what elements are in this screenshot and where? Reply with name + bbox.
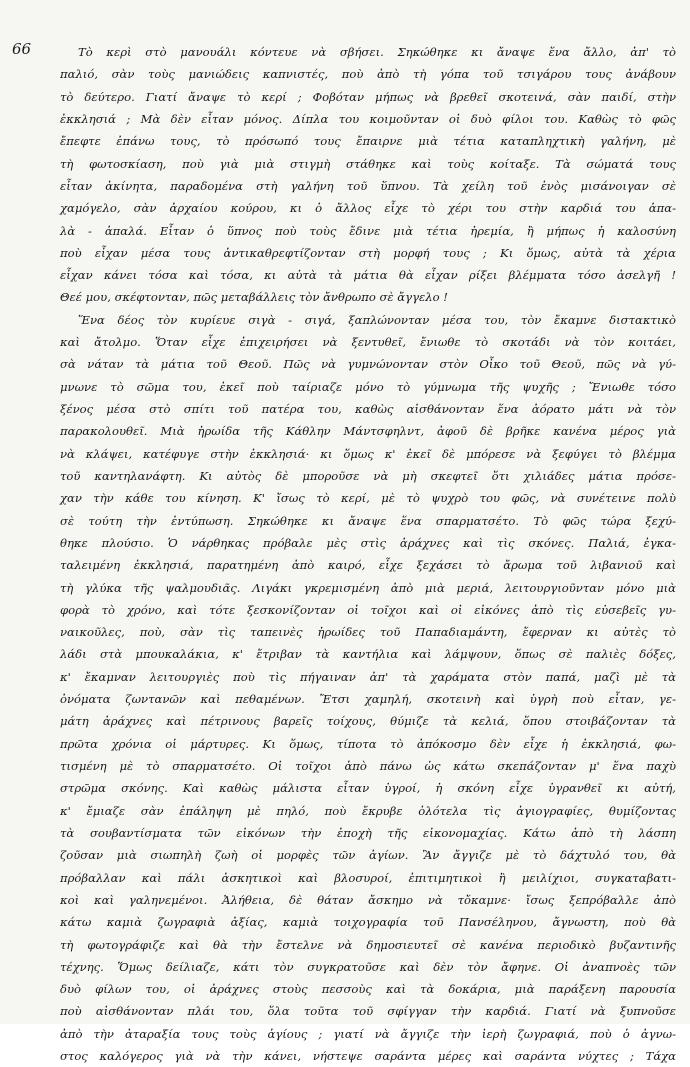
text-line: χαν τὴν κάθε του κίνηση. Κ' ἴσως τὸ κερί, μὲ τὸ ψυχρὸ του φῶς, νὰ συνέτεινε πολὺ [60, 491, 676, 506]
text-line: παρακολουθεῖ. Μιὰ ἡρωίδα τῆς Κάθλην Μάντσφηλντ, ἀφοῦ δὲ βρῆκε κανένα μέρος γιὰ [60, 424, 676, 439]
text-line: Θεέ μου, σκέφτονταν, πῶς μεταβάλλεις τὸν ἄνθρωπο σὲ ἄγγελο ! [60, 290, 448, 305]
text-line: μάτη ἀράχνες καὶ πέτρινους βαρεῖς τοίχους, θύμιζε τὰ κελιά, ὅπου στοιβάζονταν τὰ [60, 714, 676, 729]
page-number: 66 [12, 40, 32, 58]
text-line: πρόβαλλαν καὶ πάλι ἀσκητικοὶ καὶ βλοσυροί, ἐπιτιμητικοὶ ἢ μειλίχιοι, συγκαταβατι- [60, 870, 676, 885]
text-line: εἶχαν κάνει τόσα καὶ τόσα, κι αὐτὰ τὰ μάτια θὰ εἶχαν ρίξει βλέμματα τόσο ἀσελγῆ ! [60, 268, 676, 283]
text-line: καὶ ἄτολμο. Ὅταν εἶχε ἐπιχειρήσει νὰ ξεντυθεῖ, ἔνιωθε τὸ σκοτάδι νὰ τὸν κοιτάει, [60, 335, 676, 350]
text-line: λάδι στὰ μπουκαλάκια, κ' ἔτριβαν τὰ καντήλια καὶ λάμψουν, ὅπως σὲ παλιὲς δόξες, [60, 647, 676, 662]
body-text [60, 41, 676, 1067]
text-line: στρῶμα σκόνης. Καὶ καθὼς μάλιστα εἶταν ὑγροί, ἡ σκόνη εἶχε ὑγρανθεῖ κι αὐτή, [60, 781, 676, 796]
text-line: τὸ δεύτερο. Γιατί ἄναψε τὸ κερί ; Φοβόταν μήπως νὰ βρεθεῖ σκοτεινά, σὰν παιδί, στὴν [60, 89, 676, 104]
text-line: θηκε πλούσιο. Ὁ νάρθηκας πρόβαλε μὲς στὶς ἀράχνες καὶ τὶς σκόνες. Παλιά, ἐγκα- [60, 535, 676, 550]
text-line: νὰ κλάψει, κατέφυγε στὴν ἐκκλησιά· κι ὅμως κ' ἐκεῖ δὲ μπόρεσε νὰ ξεφύγει τὸ βλέμμα [60, 446, 676, 461]
text-line: δυὸ φίλων του, οἱ ἀράχνες στοὺς πεσσοὺς καὶ τὰ δοκάρια, μιὰ παράξενη παρουσία [60, 982, 676, 997]
text-line: σὰ νάταν τὰ μάτια τοῦ Θεοῦ. Πῶς νὰ γυμνώνονταν στὸν Οἶκο τοῦ Θεοῦ, πῶς νὰ γύ- [60, 357, 676, 372]
text-line: ποὺ αἰσθάνονταν πλάι του, ὅλα τοῦτα τοῦ σφίγγαν τὴν καρδιά. Γιατί νὰ ξυπνοῦσε [60, 1004, 676, 1019]
text-line: ἀπὸ τὴν ἀταραξία τους τοὺς ἁγίους ; γιατί νὰ ἄγγιζε τὴν ἱερὴ ζωγραφιά, ποὺ ὁ ἀγνω- [60, 1026, 676, 1041]
text-line: πρῶτα χρόνια οἱ μάρτυρες. Κι ὅμως, τίποτα τὸ ἀπόκοσμο δὲν εἶχε ἡ ἐκκλησιά, φω- [60, 736, 676, 751]
text-line: μνωνε τὸ σῶμα του, ἐκεῖ ποὺ ταίριαζε μόνο τὸ γύμνωμα τῆς ψυχῆς ; Ἔνιωθε τόσο [60, 379, 676, 394]
text-line: ζοῦσαν μιὰ σιωπηλὴ ζωὴ οἱ μορφὲς τῶν ἁγίων. Ἂν ἄγγιζε μὲ τὸ δάχτυλό του, θὰ [60, 848, 676, 863]
text-line: κοὶ καὶ γαληνεμένοι. Ἀλήθεια, δὲ θάταν ἄσκημο νὰ τὄκαμνε· ἴσως ξεπρόβαλλε ἀπὸ [60, 892, 676, 907]
text-line: ὀνόματα ζωντανῶν καὶ πεθαμένων. Ἔτσι χαμηλή, σκοτεινὴ καὶ ὑγρὴ ποὺ εἶταν, γε- [60, 692, 676, 707]
text-line: ἐκκλησιά ; Μὰ δὲν εἶταν μόνος. Δίπλα του κοιμοῦνταν οἱ δυὸ φίλοι του. Καθὼς τὸ φῶς [60, 111, 676, 126]
text-line: τὰ σουβαντίσματα τῶν εἰκόνων τὴν ἐποχὴ τῆς εἰκονομαχίας. Κάτω ἀπὸ τὴ λάσπη [60, 825, 676, 840]
text-line: ναικοῦλες, ποὺ, σὰν τὶς ταπεινὲς ἡρωίδες τοῦ Παπαδιαμάντη, ἔφερναν κι αὐτὲς τὸ [60, 625, 676, 640]
text-line: ξένος μέσα στὸ σπίτι τοῦ πατέρα του, καθὼς αἰσθάνονταν ἕνα ἀόρατο μάτι νὰ τὸν [60, 402, 676, 416]
text-line: χαμόγελο, σὰν ἀρχαίου κούρου, κι ὁ ἄλλος εἶχε τὸ χέρι του στὴν καρδιά του ἁπα- [60, 201, 676, 216]
text-line: ταλειμένη ἐκκλησιά, παρατημένη ἀπὸ καιρό, εἶχε ξεχάσει τὸ ἄρωμα τοῦ λιβανιοῦ καὶ [60, 558, 676, 573]
text-line: στος καλόγερος γιὰ νὰ τὴν κάνει, νήστεψε σαράντα μέρες καὶ σαράντα νύχτες ; Τάχα [60, 1049, 676, 1064]
text-line: Ἕνα δέος τὸν κυρίευε σιγὰ - σιγά, ξαπλώνονταν μέσα του, τὸν ἔκαμνε διστακτικὸ [78, 312, 676, 327]
text-line: σὲ τούτη τὴν ἐντύπωση. Σηκώθηκε κι ἄναψε ἕνα σπαρματσέτο. Τὸ φῶς τώρα ξεχύ- [60, 513, 676, 528]
text-line: ποὺ εἶχαν μέσα τους ἀντικαθρεφτίζονταν στὴ μορφή τους ; Κι ὅμως, αὐτὰ τὰ χέρια [60, 245, 676, 260]
text-line: τισμένη μὲ τὸ σπαρματσέτο. Οἱ τοῖχοι ἀπὸ πάνω ὡς κάτω σκεπάζονταν μ' ἕνα παχὺ [60, 759, 676, 773]
text-line: ἔπεφτε ἐπάνω τους, τὸ πρόσωπό τους ἔπαιρνε μιὰ τέτια καταπληχτικὴ γαλήνη, μὲ [60, 134, 676, 149]
text-line: εἶταν ἀκίνητα, παραδομένα στὴ γαλήνη τοῦ ὕπνου. Τὰ χείλη τοῦ ἑνὸς μισάνοιγαν σὲ [60, 178, 676, 193]
text-line: λὰ - ἁπαλά. Εἶταν ὁ ὕπνος ποὺ τοὺς ἔδινε μιὰ τέτια ἠρεμία, ἢ μήπως ἡ καλοσύνη [60, 223, 676, 238]
text-line: τέχνης. Ὅμως δείλιαζε, κάτι τὸν συγκρατοῦσε καὶ δὲν τὸν ἄφηνε. Οἱ ἀναπνοὲς τῶν [60, 959, 676, 974]
text-line: κ' ἔκαμναν λειτουργιὲς ποὺ τὶς πήγαιναν ἀπ' τὰ χαράματα στὸν παπά, μαζὶ μὲ τὰ [60, 669, 676, 684]
text-line: τὴ φωτογράφιζε καὶ θὰ τὴν ἔστελνε νὰ δημοσιευτεῖ σὲ κανένα περιοδικὸ βυζαντινῆς [60, 937, 676, 952]
text-line: παλιό, σὰν τοὺς μανιώδεις καπνιστές, ποὺ ἀπὸ τὴ γόπα τοῦ τσιγάρου τους ἀνάβουν [60, 67, 676, 82]
text-line: κάτω καμιὰ ζωγραφιὰ ἀξίας, καμιὰ τοιχογραφία τοῦ Πανσέληνου, ἄγνωστη, ποὺ θὰ [60, 915, 676, 930]
text-line: τὴ γλύκα τῆς ψαλμουδιᾶς. Λιγάκι γκρεμισμένη ἀπὸ μιὰ μεριά, λειτουργιοῦνταν μόνο μιὰ [60, 580, 676, 595]
text-line: φορὰ τὸ χρόνο, καὶ τότε ξεσκονίζονταν οἱ τοῖχοι καὶ οἱ εἰκόνες ἀπὸ τὶς εὐσεβεῖς γυ- [60, 602, 676, 617]
text-line: Τὸ κερὶ στὸ μανουάλι κόντευε νὰ σβήσει. Σηκώθηκε κι ἄναψε ἕνα ἄλλο, ἀπ' τὸ [78, 45, 676, 59]
text-line: κ' ἔμιαζε σὰν ἐπάληψη μὲ πηλό, ποὺ ἔκρυβε ὁλότελα τὶς ἁγιογραφίες, θυμίζοντας [60, 803, 676, 818]
text-line: τὴ φωτοσκίαση, ποὺ γιὰ μιὰ στιγμὴ στάθηκε καὶ τοὺς κοίταξε. Τὰ σώματά τους [60, 156, 676, 171]
text-line: τοῦ καντηλανάφτη. Κι αὐτὸς δὲ μποροῦσε νὰ μὴ σκεφτεῖ ὅτι χιλιάδες μάτια πρόσε- [60, 468, 676, 483]
